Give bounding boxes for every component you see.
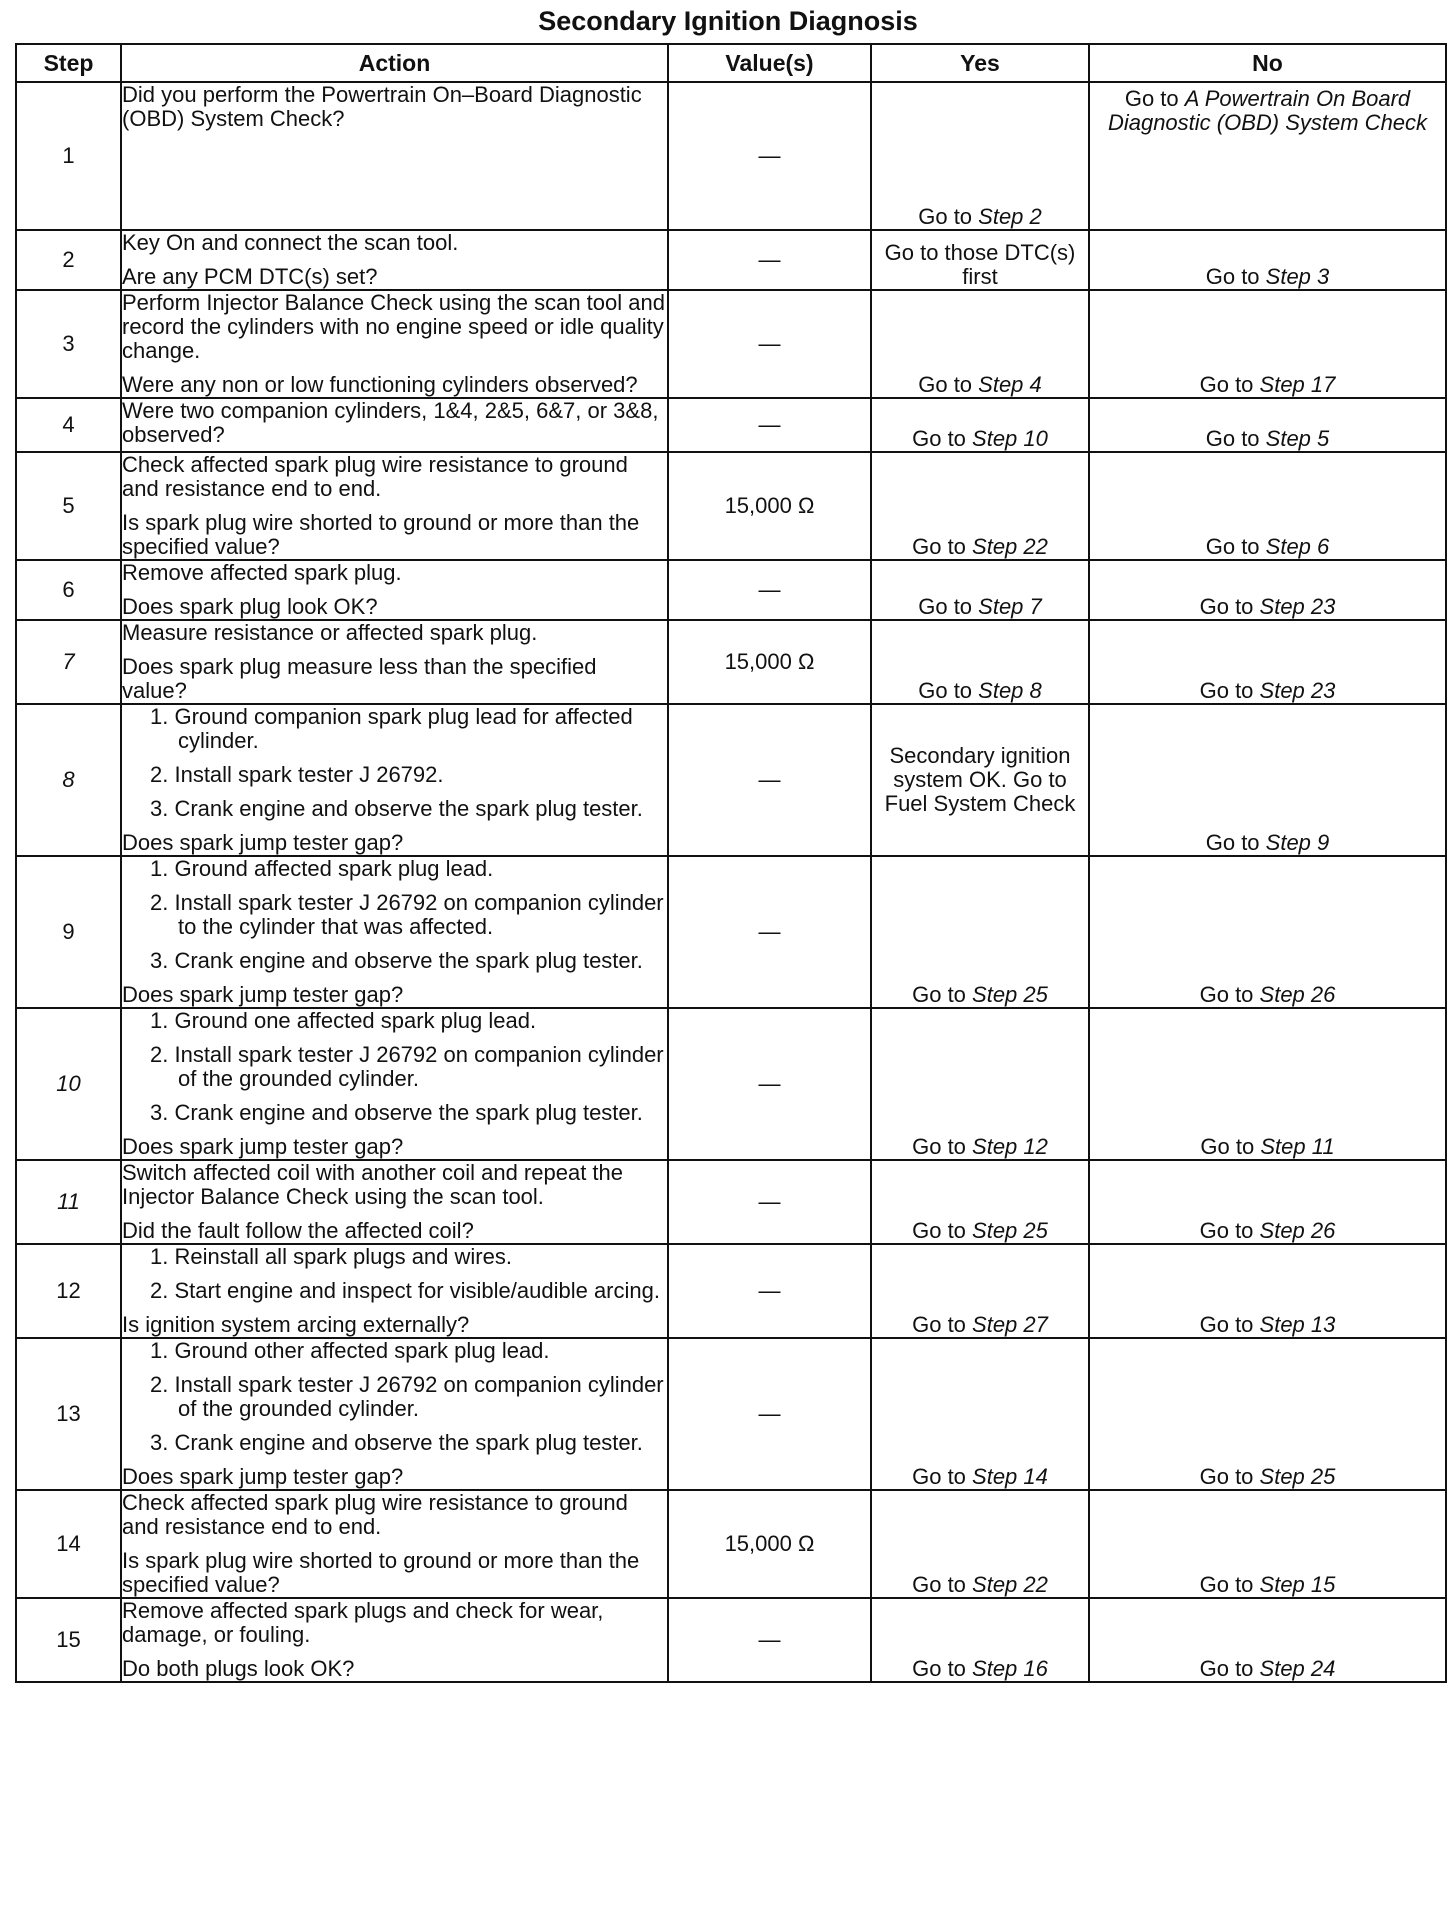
- yes-step-link: Step 25: [972, 1218, 1048, 1243]
- list-text: Crank engine and observe the spark plug tester.: [174, 1430, 643, 1455]
- yes-step-link: Step 22: [972, 534, 1048, 559]
- action-cell: [121, 1008, 668, 1160]
- header-values: Value(s): [668, 44, 871, 82]
- table-row: [16, 704, 1446, 856]
- yes-text: [872, 1657, 1088, 1681]
- step-number: 13: [16, 1338, 121, 1490]
- yes-text: Go to those DTC(s) first: [884, 240, 1076, 289]
- value-cell: —: [668, 1008, 871, 1160]
- no-cell: [1089, 1490, 1446, 1598]
- no-cell: [1089, 1598, 1446, 1682]
- yes-prefix: Go to: [912, 534, 973, 559]
- step-number: 1: [16, 82, 121, 230]
- list-text: Reinstall all spark plugs and wires.: [174, 1244, 512, 1269]
- no-cell: [1089, 1244, 1446, 1338]
- no-prefix: Go to: [1199, 1464, 1260, 1489]
- action-cell: [121, 1598, 668, 1682]
- table-row: [16, 452, 1446, 560]
- header-yes: Yes: [871, 44, 1089, 82]
- yes-prefix: Go to: [912, 1134, 973, 1159]
- yes-prefix: Go to: [912, 1218, 973, 1243]
- value-cell: —: [668, 856, 871, 1008]
- no-step-link: Step 9: [1265, 830, 1330, 855]
- step-number: 4: [16, 398, 121, 452]
- action-cell: [121, 856, 668, 1008]
- action-question: Does spark jump tester gap?: [122, 982, 404, 1007]
- yes-prefix: Go to: [912, 1572, 973, 1597]
- no-step-link: Step 17: [1259, 372, 1336, 397]
- yes-prefix: Go to: [912, 1656, 973, 1681]
- action-list-item: [122, 1245, 667, 1269]
- action-question: Does spark jump tester gap?: [122, 830, 404, 855]
- action-list-item: [122, 763, 667, 787]
- value-cell: —: [668, 560, 871, 620]
- table-row: [16, 290, 1446, 398]
- action-list-item: [122, 1009, 667, 1033]
- list-number: 3.: [150, 1100, 175, 1125]
- no-cell: [1089, 1338, 1446, 1490]
- yes-text: [872, 1465, 1088, 1489]
- yes-prefix: Go to: [918, 678, 979, 703]
- list-text: Install spark tester J 26792 on companion cylinder of the grounded cylinder.: [174, 1372, 664, 1421]
- no-prefix: Go to: [1200, 1134, 1261, 1159]
- no-prefix: Go to: [1199, 594, 1260, 619]
- list-number: 2.: [150, 1042, 175, 1067]
- no-step-link: Step 25: [1259, 1464, 1336, 1489]
- no-text: [1090, 373, 1445, 397]
- no-text: [1090, 535, 1445, 559]
- action-list-item: [122, 1339, 667, 1363]
- action-text: Measure resistance or affected spark plug.: [122, 620, 538, 645]
- action-cell: [121, 398, 668, 452]
- yes-cell: [871, 230, 1089, 290]
- no-prefix: Go to: [1205, 426, 1266, 451]
- value-cell: —: [668, 1160, 871, 1244]
- table-row: [16, 82, 1446, 230]
- yes-cell: [871, 452, 1089, 560]
- no-text: [1090, 1313, 1445, 1337]
- yes-step-link: Step 10: [972, 426, 1048, 451]
- list-text: Ground other affected spark plug lead.: [174, 1338, 550, 1363]
- no-cell: [1089, 452, 1446, 560]
- yes-text: [872, 595, 1088, 619]
- yes-prefix: Go to: [912, 1464, 973, 1489]
- no-cell: [1089, 1008, 1446, 1160]
- action-list-item: [122, 891, 667, 939]
- action-text: Check affected spark plug wire resistance to ground and resistance end to end.: [122, 1490, 628, 1539]
- no-cell: [1089, 620, 1446, 704]
- list-number: 1.: [150, 1244, 175, 1269]
- action-cell: [121, 452, 668, 560]
- yes-cell: [871, 620, 1089, 704]
- value-cell: —: [668, 82, 871, 230]
- list-text: Crank engine and observe the spark plug tester.: [174, 948, 643, 973]
- value-cell: —: [668, 1598, 871, 1682]
- action-cell: [121, 1490, 668, 1598]
- yes-cell: [871, 398, 1089, 452]
- yes-text: [872, 1573, 1088, 1597]
- yes-cell: [871, 1490, 1089, 1598]
- action-list-item: [122, 1373, 667, 1421]
- action-text: Check affected spark plug wire resistance to ground and resistance end to end.: [122, 452, 628, 501]
- table-row: [16, 1160, 1446, 1244]
- step-number: 15: [16, 1598, 121, 1682]
- yes-text: [872, 1219, 1088, 1243]
- list-number: 2.: [150, 1278, 175, 1303]
- yes-step-link: Step 22: [972, 1572, 1048, 1597]
- yes-prefix: Go to: [918, 204, 979, 229]
- yes-prefix: Go to: [912, 982, 973, 1007]
- yes-step-link: Step 16: [972, 1656, 1048, 1681]
- yes-cell: [871, 1008, 1089, 1160]
- no-text: [1090, 1657, 1445, 1681]
- list-text: Crank engine and observe the spark plug tester.: [174, 796, 643, 821]
- yes-step-link: Step 12: [972, 1134, 1048, 1159]
- page-title: Secondary Ignition Diagnosis: [538, 6, 918, 36]
- no-step-link: Step 5: [1265, 426, 1330, 451]
- table-body: [16, 82, 1446, 1682]
- yes-text: [872, 427, 1088, 451]
- list-text: Ground affected spark plug lead.: [174, 856, 494, 881]
- yes-cell: [871, 1598, 1089, 1682]
- value-cell: —: [668, 704, 871, 856]
- action-cell: [121, 704, 668, 856]
- step-number: 2: [16, 230, 121, 290]
- no-step-link: Step 15: [1259, 1572, 1336, 1597]
- action-text: Perform Injector Balance Check using the scan tool and record the cylinders with no engine speed or idle quality change.: [122, 290, 665, 363]
- no-text: [1090, 83, 1445, 135]
- yes-text: [872, 1313, 1088, 1337]
- list-number: 1.: [150, 1338, 175, 1363]
- table-row: [16, 1008, 1446, 1160]
- action-question: Does spark jump tester gap?: [122, 1134, 404, 1159]
- step-number: 14: [16, 1490, 121, 1598]
- no-text: [1090, 427, 1445, 451]
- action-cell: [121, 290, 668, 398]
- list-number: 1.: [150, 856, 175, 881]
- no-cell: [1089, 398, 1446, 452]
- action-text: Remove affected spark plugs and check for wear, damage, or fouling.: [122, 1598, 604, 1647]
- list-number: 3.: [150, 1430, 175, 1455]
- no-cell: [1089, 560, 1446, 620]
- action-cell: [121, 1244, 668, 1338]
- action-text: Do both plugs look OK?: [122, 1656, 355, 1681]
- no-text: [1090, 1135, 1445, 1159]
- no-cell: [1089, 230, 1446, 290]
- header-action: Action: [121, 44, 668, 82]
- no-text: [1090, 831, 1445, 855]
- no-text: [1090, 595, 1445, 619]
- list-text: Install spark tester J 26792.: [174, 762, 444, 787]
- no-reference: A Powertrain On Board Diagnostic (OBD) System Check: [1107, 86, 1428, 135]
- value-cell: 15,000 Ω: [668, 452, 871, 560]
- yes-step-link: Step 27: [972, 1312, 1048, 1337]
- list-text: Install spark tester J 26792 on companion cylinder to the cylinder that was affected.: [174, 890, 664, 939]
- no-step-link: Step 11: [1260, 1134, 1335, 1159]
- list-number: 3.: [150, 948, 175, 973]
- no-prefix: Go to: [1205, 264, 1266, 289]
- header-no: No: [1089, 44, 1446, 82]
- value-cell: —: [668, 290, 871, 398]
- list-number: 2.: [150, 890, 175, 915]
- yes-step-link: Step 2: [978, 204, 1042, 229]
- no-step-link: Step 26: [1259, 1218, 1336, 1243]
- no-step-link: Step 23: [1259, 678, 1336, 703]
- yes-cell: [871, 560, 1089, 620]
- no-text: [1090, 1219, 1445, 1243]
- yes-step-link: Step 8: [978, 678, 1042, 703]
- header-row: [16, 44, 1446, 82]
- action-list-item: [122, 949, 667, 973]
- action-text: Is spark plug wire shorted to ground or more than the specified value?: [122, 1548, 640, 1597]
- yes-step-link: Step 14: [972, 1464, 1048, 1489]
- no-prefix: Go to: [1199, 678, 1260, 703]
- no-prefix: Go to: [1124, 86, 1185, 111]
- value-cell: —: [668, 398, 871, 452]
- list-number: 2.: [150, 762, 175, 787]
- step-number: 7: [16, 620, 121, 704]
- no-cell: [1089, 290, 1446, 398]
- no-prefix: Go to: [1205, 830, 1266, 855]
- diagnosis-table: [15, 43, 1447, 1683]
- action-list-item: [122, 1431, 667, 1455]
- yes-text: [872, 1135, 1088, 1159]
- table-row: [16, 620, 1446, 704]
- action-cell: [121, 620, 668, 704]
- action-list-item: [122, 1101, 667, 1125]
- action-list-item: [122, 705, 667, 753]
- yes-text: [872, 983, 1088, 1007]
- yes-prefix: Go to: [912, 1312, 973, 1337]
- no-prefix: Go to: [1205, 534, 1266, 559]
- no-text: [1090, 1573, 1445, 1597]
- yes-step-link: Step 25: [972, 982, 1048, 1007]
- step-number: 6: [16, 560, 121, 620]
- yes-prefix: Go to: [918, 594, 979, 619]
- action-text: Remove affected spark plug.: [122, 560, 402, 585]
- action-text: Switch affected coil with another coil and repeat the Injector Balance Check using the scan tool.: [122, 1160, 624, 1209]
- yes-cell: [871, 1160, 1089, 1244]
- action-text: Did you perform the Powertrain On–Board Diagnostic (OBD) System Check?: [122, 82, 642, 131]
- action-cell: [121, 560, 668, 620]
- action-text: Were two companion cylinders, 1&4, 2&5, 6&7, or 3&8, observed?: [122, 398, 659, 447]
- action-list-item: [122, 797, 667, 821]
- list-text: Ground one affected spark plug lead.: [174, 1008, 537, 1033]
- value-cell: 15,000 Ω: [668, 620, 871, 704]
- yes-cell: [871, 290, 1089, 398]
- no-text: [1090, 1465, 1445, 1489]
- list-text: Crank engine and observe the spark plug tester.: [174, 1100, 643, 1125]
- no-cell: [1089, 1160, 1446, 1244]
- action-text: Did the fault follow the affected coil?: [122, 1218, 474, 1243]
- action-text: Does spark plug measure less than the specified value?: [122, 654, 597, 703]
- action-list-item: [122, 857, 667, 881]
- yes-step-link: Step 7: [978, 594, 1042, 619]
- list-number: 2.: [150, 1372, 175, 1397]
- list-text: Install spark tester J 26792 on companion cylinder of the grounded cylinder.: [174, 1042, 664, 1091]
- action-cell: [121, 230, 668, 290]
- step-number: 11: [16, 1160, 121, 1244]
- action-question: Does spark jump tester gap?: [122, 1464, 404, 1489]
- action-question: Is ignition system arcing externally?: [122, 1312, 470, 1337]
- step-number: 12: [16, 1244, 121, 1338]
- action-text: Key On and connect the scan tool.: [122, 230, 459, 255]
- no-prefix: Go to: [1199, 372, 1260, 397]
- value-cell: 15,000 Ω: [668, 1490, 871, 1598]
- yes-step-link: Step 4: [978, 372, 1042, 397]
- no-step-link: Step 23: [1259, 594, 1336, 619]
- action-list-item: [122, 1043, 667, 1091]
- no-cell: [1089, 82, 1446, 230]
- yes-text: Secondary ignition system OK. Go to Fuel System Check: [884, 743, 1076, 816]
- no-text: [1090, 679, 1445, 703]
- yes-text: [872, 373, 1088, 397]
- step-number: 3: [16, 290, 121, 398]
- no-text: [1090, 983, 1445, 1007]
- step-number: 10: [16, 1008, 121, 1160]
- action-text: Are any PCM DTC(s) set?: [122, 264, 378, 289]
- yes-cell: [871, 82, 1089, 230]
- step-number: 5: [16, 452, 121, 560]
- no-prefix: Go to: [1199, 1656, 1260, 1681]
- action-cell: [121, 82, 668, 230]
- list-number: 1.: [150, 704, 175, 729]
- table-row: [16, 1490, 1446, 1598]
- yes-text: [872, 535, 1088, 559]
- no-step-link: Step 26: [1259, 982, 1336, 1007]
- no-prefix: Go to: [1199, 1312, 1260, 1337]
- yes-prefix: Go to: [912, 426, 973, 451]
- no-prefix: Go to: [1199, 982, 1260, 1007]
- action-text: Is spark plug wire shorted to ground or more than the specified value?: [122, 510, 640, 559]
- no-step-link: Step 6: [1265, 534, 1330, 559]
- no-text: [1090, 265, 1445, 289]
- table-row: [16, 856, 1446, 1008]
- yes-cell: [871, 1244, 1089, 1338]
- yes-cell: [871, 856, 1089, 1008]
- table-row: [16, 1244, 1446, 1338]
- step-number: 8: [16, 704, 121, 856]
- table-row: [16, 398, 1446, 452]
- action-cell: [121, 1160, 668, 1244]
- list-number: 3.: [150, 796, 175, 821]
- value-cell: —: [668, 1338, 871, 1490]
- list-text: Start engine and inspect for visible/audible arcing.: [174, 1278, 660, 1303]
- header-step: Step: [16, 44, 121, 82]
- yes-cell: [871, 1338, 1089, 1490]
- yes-text: [872, 205, 1088, 229]
- no-cell: [1089, 856, 1446, 1008]
- yes-cell: [871, 704, 1089, 856]
- list-text: Ground companion spark plug lead for affected cylinder.: [174, 704, 633, 753]
- action-text: Were any non or low functioning cylinders observed?: [122, 372, 638, 397]
- no-prefix: Go to: [1199, 1572, 1260, 1597]
- table-row: [16, 1598, 1446, 1682]
- action-cell: [121, 1338, 668, 1490]
- table-row: [16, 560, 1446, 620]
- action-list-item: [122, 1279, 667, 1303]
- no-step-link: Step 13: [1259, 1312, 1336, 1337]
- yes-prefix: Go to: [918, 372, 979, 397]
- table-row: [16, 230, 1446, 290]
- table-row: [16, 1338, 1446, 1490]
- no-cell: [1089, 704, 1446, 856]
- no-step-link: Step 24: [1259, 1656, 1336, 1681]
- no-step-link: Step 3: [1265, 264, 1330, 289]
- value-cell: —: [668, 230, 871, 290]
- value-cell: —: [668, 1244, 871, 1338]
- yes-text: [872, 679, 1088, 703]
- list-number: 1.: [150, 1008, 175, 1033]
- no-prefix: Go to: [1199, 1218, 1260, 1243]
- step-number: 9: [16, 856, 121, 1008]
- action-text: Does spark plug look OK?: [122, 594, 378, 619]
